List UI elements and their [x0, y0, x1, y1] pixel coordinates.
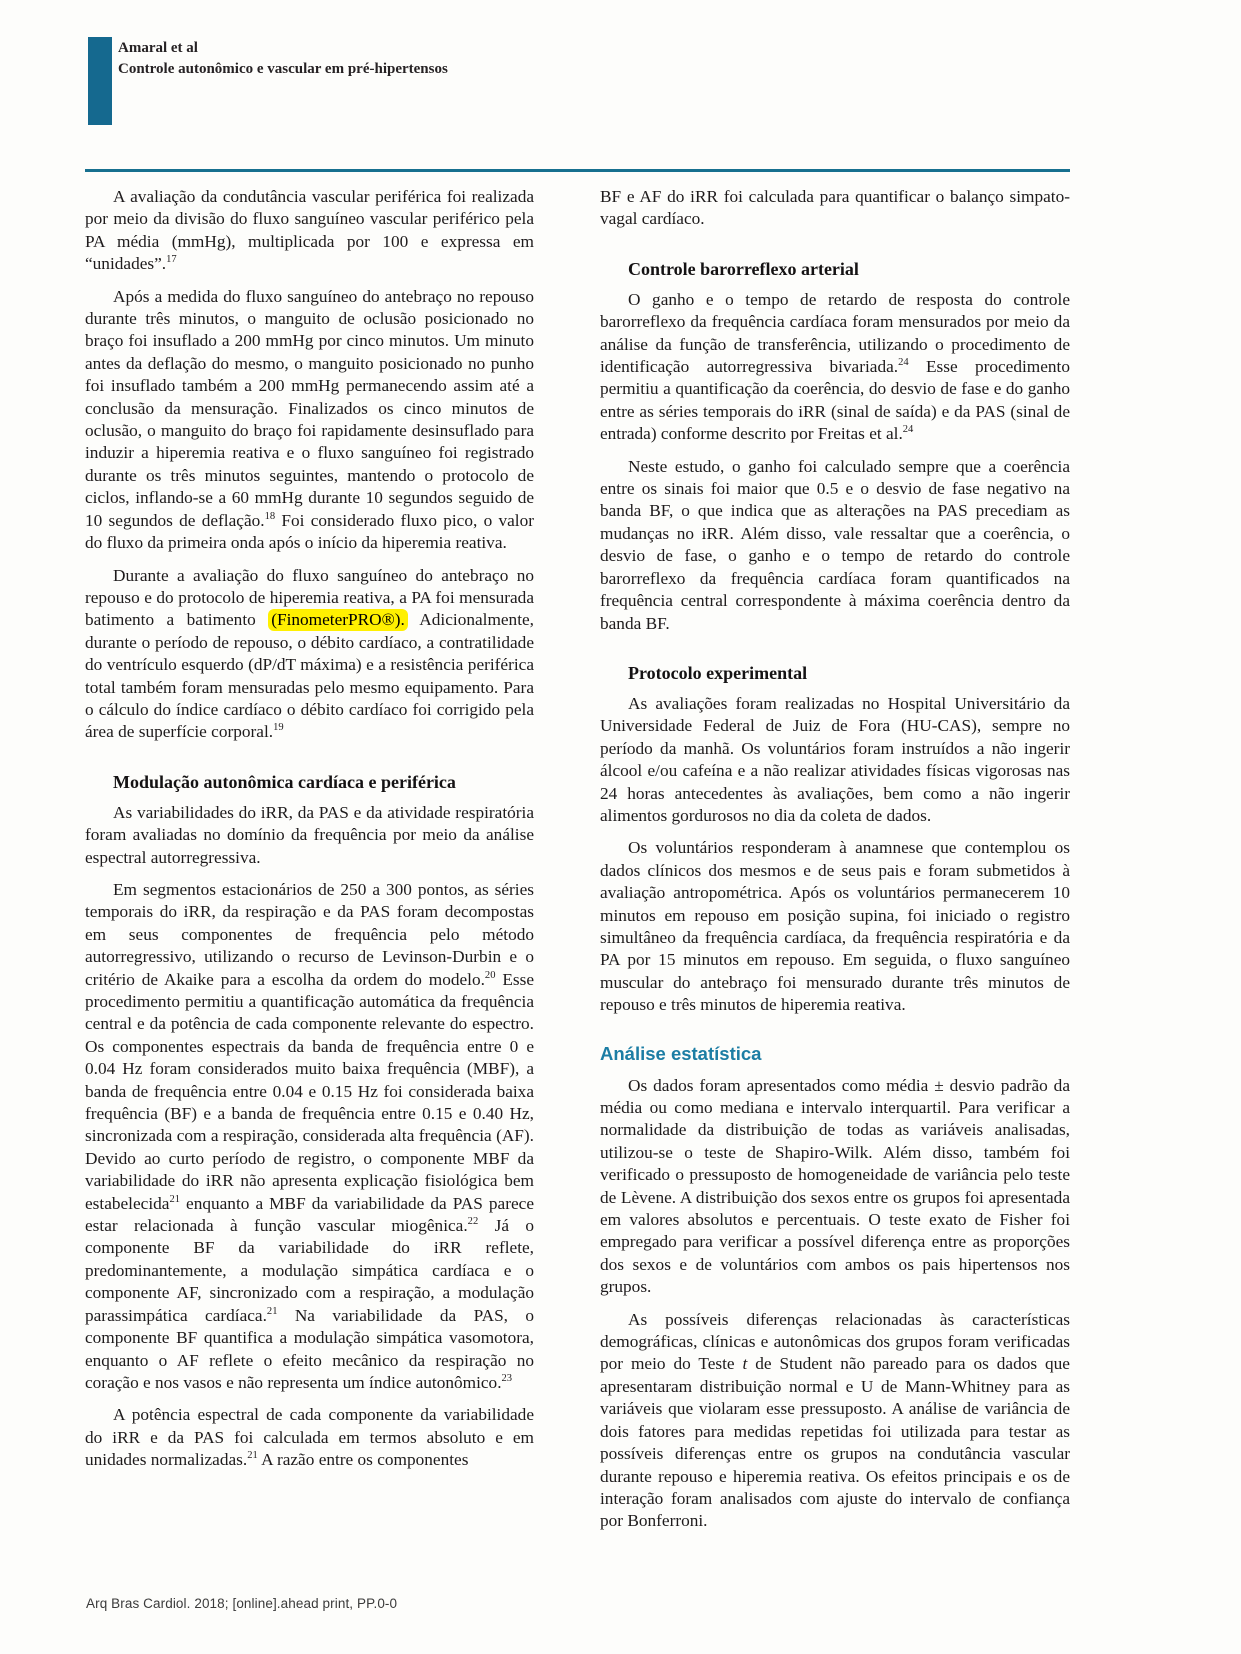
right-column [600, 186, 1070, 1543]
paragraph-variability-analysis [85, 802, 534, 869]
section-heading-baroreflex: Controle barorreflexo arterial [628, 258, 859, 279]
text-run: Esse procedimento permitiu a quantificação da coerência, do desvio de fase e do ganho entre as séries temporais do iRR (sinal de saída) e da PAS (sinal de entrada) conforme descrito por Freitas et al. [600, 357, 1070, 444]
running-head-authors: Amaral et al [118, 40, 198, 56]
paragraph-spectral-power [85, 1404, 534, 1471]
text-run: Adicionalmente, durante o período de repouso, o débito cardíaco, a contratilidade do ventrículo esquerdo (dP/dT máxima) e a resistência periférica total também foram mensuradas pelo mesmo equipamento. Para o cálculo do índice cardíaco o débito cardíaco foi corrigido pela área de superfície corporal. [85, 610, 534, 742]
paragraph-statistics-tests [600, 1309, 1070, 1533]
article-body [85, 186, 1070, 1543]
text-run: O ganho e o tempo de retardo de resposta do controle barorreflexo da frequência cardíaca foram mensurados por meio da análise da função de transferência, utilizando o procedimento de identificação autorregressiva bivariada. [600, 289, 1070, 377]
paragraph-spectral-components [85, 879, 534, 1394]
italic-text: t [742, 1354, 748, 1374]
paragraph-vascular-conductance [85, 186, 534, 276]
text-run: Após a medida do fluxo sanguíneo do antebraço no repouso durante três minutos, o manguito de oclusão posicionado no braço foi insuflado a 200 mmHg por cinco minutos. Um minuto antes da deflação do mesmo, o manguito posicionado no punho foi insuflado também a 200 mmHg permanecendo assim até a conclusão da mensuração. Finalizados os cinco minutos de oclusão, o manguito do braço foi rapidamente desinsuflado para induzir a hiperemia reativa e o fluxo sanguíneo foi registrado durante os três minutos seguintes, mantendo o protocolo de ciclos, inflando-se a 60 mmHg durante 10 segundos seguido de 10 segundos de deflação. [85, 286, 534, 530]
section-heading-experimental-protocol: Protocolo experimental [628, 662, 808, 683]
highlighted-text: (FinometerPRO®). [268, 609, 408, 631]
text-run: Esse procedimento permitiu a quantificação automática da frequência central e da potência de cada componente relevante do espectro. Os componentes espectrais da banda de frequência entre 0 e 0.04 Hz foram considerados muito baixa frequência (MBF), a banda de frequência entre 0.04 e 0.15 Hz foi considerada baixa frequência (BF) e a banda de frequência entre 0.15 e 0.40 Hz, sincronizada com a respiração, considerada alta frequência (AF). Devido ao curto período de registro, o componente MBF da variabilidade do iRR não apresenta explicação fisiológica bem estabelecida [85, 969, 534, 1213]
reference-superscript: 20 [484, 969, 496, 981]
left-column [85, 186, 534, 1543]
text-run: BF e AF do iRR foi calculada para quantificar o balanço simpato-vagal cardíaco. [600, 187, 1070, 229]
text-run: Em segmentos estacionários de 250 a 300 pontos, as séries temporais do iRR, da respiração e da PAS foram decompostas em seus componentes de frequência pelo método autorregressivo, utilizando o recurso de Levinson-Durbin e o critério de Akaike para a escolha da ordem do modelo. [85, 879, 534, 989]
paragraph-sympathovagal-balance [600, 186, 1070, 231]
footer-citation: Arq Bras Cardiol. 2018; [online].ahead print, PP.0-0 [86, 1596, 398, 1611]
text-run: A razão entre os componentes [257, 1450, 469, 1470]
text-run: de Student não pareado para os dados que apresentaram distribuição normal e U de Mann-Whitney para as variáveis que violaram esse pressuposto. A análise de variância de dois fatores para medidas repetidas foi utilizada para testar as possíveis diferenças entre os grupos na condutância vascular durante repouso e hiperemia reativa. Os efeitos principais e os de interação foram analisados com ajuste do intervalo de confiança por Bonferroni. [600, 1354, 1070, 1531]
running-head-title: Controle autonômico e vascular em pré-hipertensos [118, 61, 448, 77]
text-run: A avaliação da condutância vascular periférica foi realizada por meio da divisão do fluxo sanguíneo vascular periférico pela PA média (mmHg), multiplicada por 100 e expressa em “unidades”. [85, 187, 534, 274]
reference-superscript: 18 [264, 510, 276, 522]
paragraph-statistics-normality [600, 1075, 1070, 1299]
header-divider-rule [85, 169, 1070, 172]
reference-superscript: 24 [902, 424, 914, 436]
text-run: As avaliações foram realizadas no Hospital Universitário da Universidade Federal de Juiz de Fora (HU-CAS), sempre no período da manhã. Os voluntários foram instruídos a não ingerir álcool e/ou cafeína e a não realizar atividades físicas vigorosas nas 24 horas antecedentes às avaliações, bem como a não ingerir alimentos gordurosos no dia da coleta de dados. [600, 693, 1070, 825]
accent-bar [88, 37, 112, 125]
text-run: Neste estudo, o ganho foi calculado sempre que a coerência entre os sinais foi maior que 0.5 e o desvio de fase negativo na banda BF, o que indica que as alterações na PAS precediam as mudanças no iRR. Além disso, vale ressaltar que a coerência, o desvio de fase, o ganho e o tempo de retardo do controle barorreflexo da frequência cardíaca foram quantificados na frequência central correspondente à máxima coerência dentro da banda BF. [600, 456, 1070, 633]
reference-superscript: 22 [467, 1216, 479, 1228]
reference-superscript: 21 [266, 1305, 278, 1317]
section-heading-statistical-analysis: Análise estatística [600, 1042, 762, 1064]
text-run: Foi considerado fluxo pico, o valor do fluxo da primeira onda após o início da hiperemia reativa. [85, 510, 535, 553]
text-run: Já o componente BF da variabilidade do iRR reflete, predominantemente, a modulação simpática cardíaca e o componente AF, sincronizado com a respiração, a modulação parassimpática cardíaca. [85, 1216, 534, 1325]
page-footer [86, 1596, 397, 1611]
paragraph-anamnese-recording [600, 837, 1070, 1016]
text-run: Na variabilidade da PAS, o componente BF quantifica a modulação simpática vasomotora, enquanto o AF reflete o efeito mecânico da respiração no coração e nos vasos e não representa um índice autonômico. [85, 1305, 535, 1392]
paragraph-finometer-measurement [85, 565, 534, 744]
text-run: Os voluntários responderam à anamnese que contemplou os dados clínicos dos mesmos e de seus pais e foram submetidos à avaliação antropométrica. Após os voluntários permanecerem 10 minutos em repouso em posição supina, foi iniciado o registro simultâneo da frequência cardíaca, da frequência respiratória e da PA por 15 minutos em repouso. Em seguida, o fluxo sanguíneo muscular do antebraço foi mensurado durante três minutos de repouso e três minutos de hiperemia reativa. [600, 838, 1070, 1015]
text-run: As possíveis diferenças relacionadas às características demográficas, clínicas e autonômicas dos grupos foram verificadas por meio do Teste [600, 1309, 1070, 1374]
paragraph-hospital-evaluations [600, 693, 1070, 827]
running-head [88, 37, 448, 125]
text-run: enquanto a MBF da variabilidade da PAS parece estar relacionada à função vascular miogênica. [85, 1193, 534, 1236]
running-head-text [118, 37, 448, 125]
paragraph-occlusion-protocol [85, 286, 534, 555]
section-heading-autonomic-modulation: Modulação autonômica cardíaca e periférica [113, 771, 456, 792]
reference-superscript: 21 [247, 1450, 258, 1462]
reference-superscript: 17 [166, 254, 177, 266]
paragraph-baroreflex-gain [600, 289, 1070, 446]
reference-superscript: 23 [501, 1373, 513, 1385]
text-run: Os dados foram apresentados como média ± desvio padrão da média ou como mediana e intervalo interquartil. Para verificar a normalidade da distribuição de todas as variáveis analisadas, utilizou-se o teste de Shapiro-Wilk. Além disso, também foi verificado o pressuposto de homogeneidade de variância pelo teste de Lèvene. A distribuição dos sexos entre os grupos foi apresentada em valores absolutos e percentuais. O teste exato de Fisher foi empregado para verificar a possível diferença entre as proporções dos sexos e de voluntários com ambos os pais hipertensos nos grupos. [600, 1075, 1070, 1297]
reference-superscript: 21 [169, 1193, 180, 1205]
reference-superscript: 19 [273, 722, 284, 734]
reference-superscript: 24 [898, 357, 909, 369]
text-run: As variabilidades do iRR, da PAS e da atividade respiratória foram avaliadas no domínio da frequência por meio da análise espectral autorregressiva. [85, 802, 534, 867]
text-run: Durante a avaliação do fluxo sanguíneo do antebraço no repouso e do protocolo de hiperemia reativa, a PA foi mensurada batimento a batimento [85, 565, 534, 630]
text-run: A potência espectral de cada componente da variabilidade do iRR e da PAS foi calculada em termos absoluto e em unidades normalizadas. [85, 1405, 534, 1470]
paragraph-coherence-criteria [600, 456, 1070, 635]
